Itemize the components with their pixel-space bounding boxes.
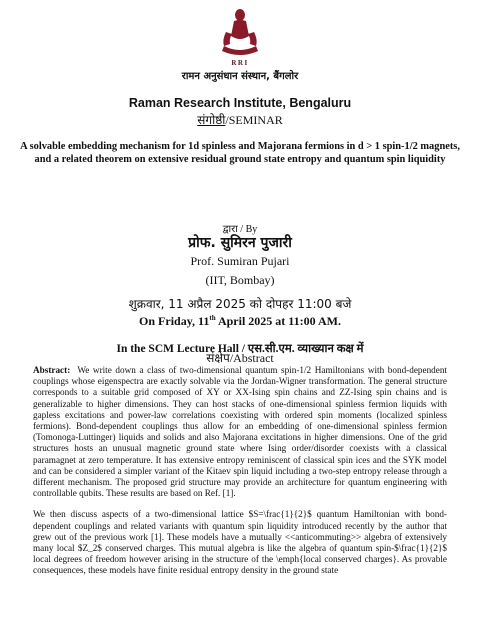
seminar-hindi: संगोष्ठी (197, 113, 226, 127)
seminar-english: /SEMINAR (225, 113, 283, 127)
rri-logo (214, 6, 266, 68)
date-hindi: शुक्रवार, 11 अप्रैल 2025 को दोपहर 11:00 बजे (128, 297, 352, 311)
abstract-body (33, 365, 447, 587)
logo-text: RRI (231, 59, 249, 67)
date-english (0, 314, 480, 329)
speaker-name-hindi: प्रोफ. सुमिरन पुजारी (188, 235, 292, 251)
abstract-para1-text: We write down a class of two-dimensional quantum spin-1/2 Hamiltonians with bond-dependent couplings whose eigenspectra are exactly solvable via the Jordan-Wigner transformation. The general structure corresponds to a suitable grid composed of XY or XX-Ising spin chains and ZZ-Ising spin chains and is generalizable to higher dimensions. They can host stacks of one-dimensional spinless fermion liquids with gapless excitations and power-law correlations coexisting with ordered spin moments (localized spinless fermions). Bond-dependent couplings thus allow for an embedding of one-dimensional spinless fermion (Tomonoga-Luttinger) liquids and solids and also Majorana excitations in higher dimensions. One of the grid structures hosts an unusual magnetic ground state where Ising order/disorder coexists with a classical paramagnet at zero temperature. It has extensive entropy reminiscent of classical spin ices and the SYK model and can be considered a simpler variant of the Kitaev spin liquid including a two-step entropy release through a different mechanism. The proposed grid structure may provide an architecture for quantum engineering with controllable qubits. These results are based on Ref. [1]. (33, 365, 447, 499)
abstract-paragraph-2: We then discuss aspects of a two-dimensional lattice $S=\frac{1}{2}$ quantum Hamiltonian with bond-dependent couplings and related variants with quantum spin liquidity introduced recently by the author that grew out of the previous work [1]. These models have a mutually <<anticommuting>> algebra of extensively many local $Z_2$ conserved charges. This mutual algebra is like the algebra of quantum spin-$\frac{1}{2}$ local degrees of freedom however arising in the structure of the \emph{local conserved charges}. As provable consequences, these models have finite residual entropy density in the ground state (33, 509, 447, 576)
date-english-sup: th (209, 314, 216, 322)
date-english-post: April 2025 at 11:00 AM. (215, 314, 341, 328)
talk-title: A solvable embedding mechanism for 1d spinless and Majorana fermions in d > 1 spin-1/2 magnets, and a related theorem on extensive residual ground state entropy and quantum spin liquidity (20, 141, 460, 165)
speaker-affiliation: (IIT, Bombay) (205, 273, 275, 287)
date-english-pre: On Friday, 11 (139, 314, 210, 328)
abstract-heading: संक्षेप/Abstract (206, 351, 274, 365)
abstract-paragraph-1 (33, 365, 447, 499)
by-label: द्वारा / By (222, 224, 258, 235)
venue: In the SCM Lecture Hall / एस.सी.एम. व्याख्यान कक्ष में (116, 343, 364, 355)
org-name-hindi: रामन अनुसंधान संस्थान, बैंगलोर (181, 71, 299, 82)
seminar-heading (0, 111, 480, 128)
abstract-label: Abstract: (33, 365, 71, 375)
org-name-english: Raman Research Institute, Bengaluru (128, 96, 352, 110)
speaker-name-english: Prof. Sumiran Pujari (190, 254, 290, 268)
